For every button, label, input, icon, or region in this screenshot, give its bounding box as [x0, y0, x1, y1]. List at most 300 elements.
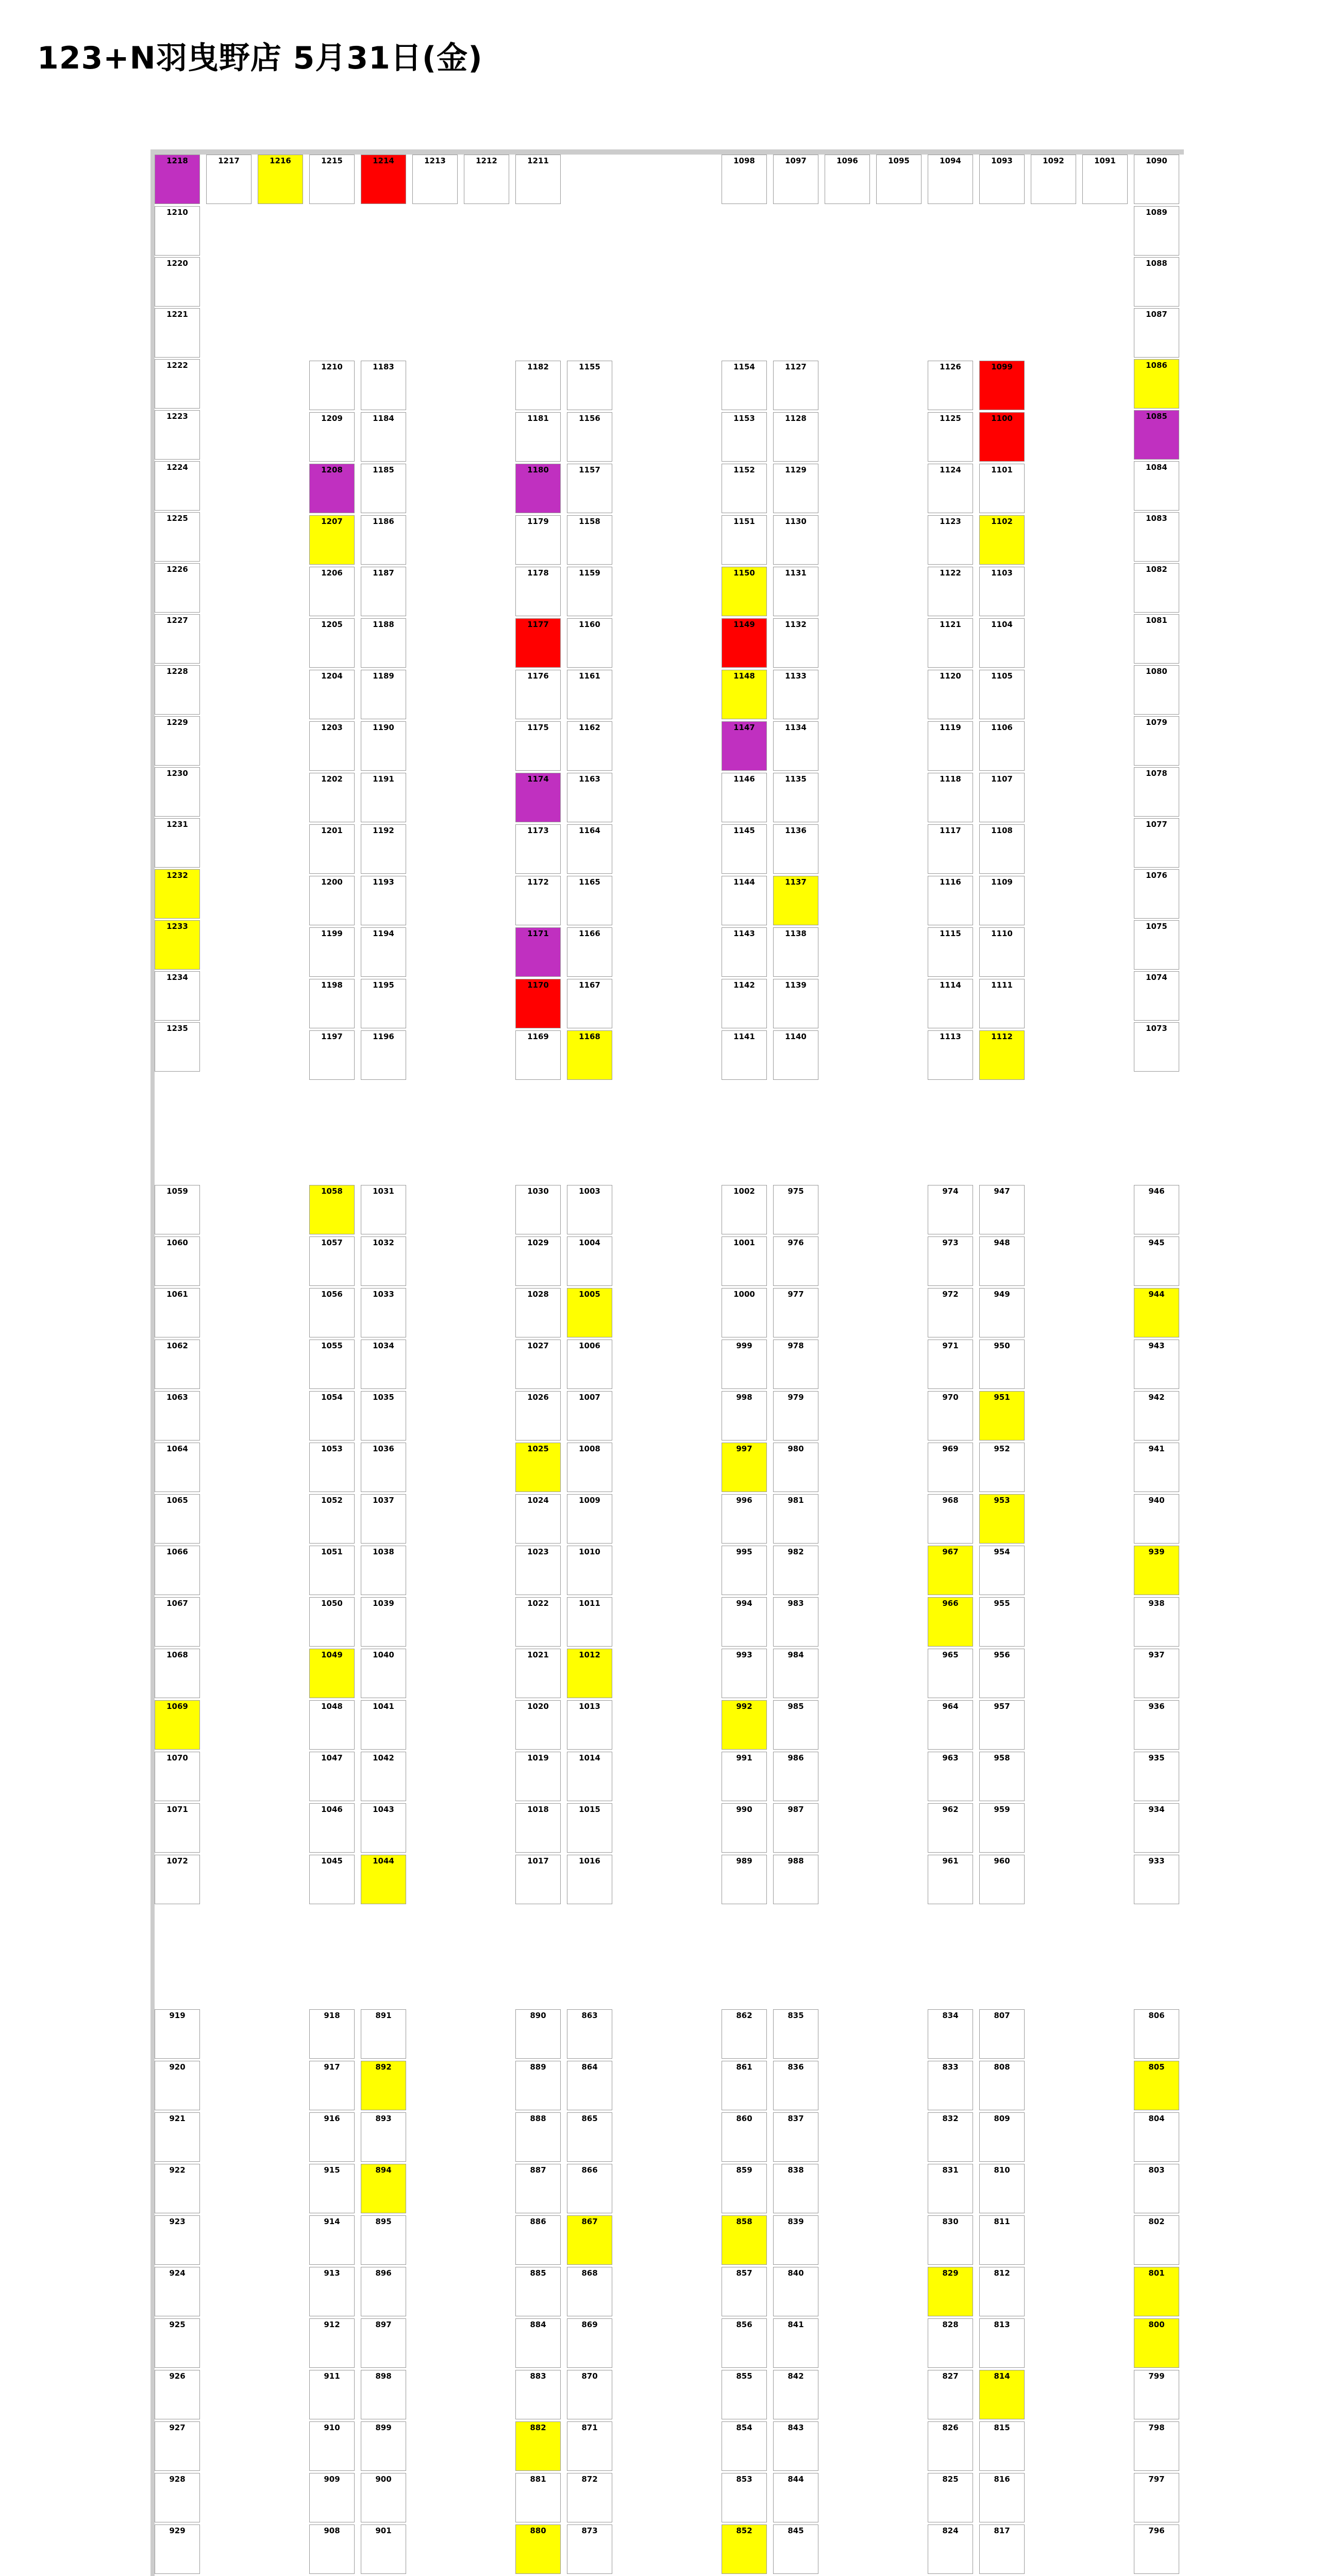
- machine-1186[interactable]: [361, 515, 406, 565]
- machine-951[interactable]: [979, 1391, 1025, 1440]
- machine-960[interactable]: [979, 1855, 1025, 1904]
- machine-1060[interactable]: [155, 1236, 200, 1286]
- machine-1039[interactable]: [361, 1597, 406, 1647]
- machine-938[interactable]: [1134, 1597, 1179, 1647]
- machine-1056[interactable]: [309, 1288, 355, 1337]
- machine-1217[interactable]: [206, 155, 252, 204]
- machine-1013[interactable]: [567, 1700, 612, 1750]
- machine-816[interactable]: [979, 2473, 1025, 2522]
- machine-844[interactable]: [773, 2473, 818, 2522]
- machine-1051[interactable]: [309, 1546, 355, 1595]
- machine-1138[interactable]: [773, 927, 818, 977]
- machine-1172[interactable]: [515, 876, 561, 925]
- machine-926[interactable]: [155, 2370, 200, 2419]
- machine-1029[interactable]: [515, 1236, 561, 1286]
- machine-1184[interactable]: [361, 412, 406, 462]
- machine-1170[interactable]: [515, 979, 561, 1028]
- machine-1221[interactable]: [155, 308, 200, 358]
- machine-1079[interactable]: [1134, 716, 1179, 766]
- machine-1227[interactable]: [155, 614, 200, 664]
- machine-1019[interactable]: [515, 1752, 561, 1801]
- machine-1179[interactable]: [515, 515, 561, 565]
- machine-1067[interactable]: [155, 1597, 200, 1647]
- machine-839[interactable]: [773, 2215, 818, 2265]
- machine-1230[interactable]: [155, 767, 200, 817]
- machine-1215[interactable]: [309, 155, 355, 204]
- machine-1199[interactable]: [309, 927, 355, 977]
- machine-805[interactable]: [1134, 2061, 1179, 2110]
- machine-1108[interactable]: [979, 824, 1025, 874]
- machine-1216[interactable]: [258, 155, 303, 204]
- machine-1040[interactable]: [361, 1649, 406, 1698]
- machine-864[interactable]: [567, 2061, 612, 2110]
- machine-1024[interactable]: [515, 1494, 561, 1544]
- machine-1205[interactable]: [309, 618, 355, 668]
- machine-956[interactable]: [979, 1649, 1025, 1698]
- machine-1094[interactable]: [928, 155, 973, 204]
- machine-1226[interactable]: [155, 563, 200, 613]
- machine-1015[interactable]: [567, 1803, 612, 1853]
- machine-1188[interactable]: [361, 618, 406, 668]
- machine-882[interactable]: [515, 2421, 561, 2471]
- machine-1098[interactable]: [722, 155, 767, 204]
- machine-1074[interactable]: [1134, 971, 1179, 1021]
- machine-845[interactable]: [773, 2524, 818, 2574]
- machine-880[interactable]: [515, 2524, 561, 2574]
- machine-796[interactable]: [1134, 2524, 1179, 2574]
- machine-1096[interactable]: [825, 155, 870, 204]
- machine-929[interactable]: [155, 2524, 200, 2574]
- machine-945[interactable]: [1134, 1236, 1179, 1286]
- machine-817[interactable]: [979, 2524, 1025, 2574]
- machine-1208[interactable]: [309, 464, 355, 513]
- machine-1101[interactable]: [979, 464, 1025, 513]
- machine-1204[interactable]: [309, 670, 355, 719]
- machine-1181[interactable]: [515, 412, 561, 462]
- machine-971[interactable]: [928, 1340, 973, 1389]
- machine-1164[interactable]: [567, 824, 612, 874]
- machine-1147[interactable]: [722, 721, 767, 771]
- machine-1063[interactable]: [155, 1391, 200, 1440]
- machine-1075[interactable]: [1134, 920, 1179, 970]
- machine-1222[interactable]: [155, 359, 200, 409]
- machine-862[interactable]: [722, 2009, 767, 2059]
- machine-800[interactable]: [1134, 2318, 1179, 2368]
- machine-1143[interactable]: [722, 927, 767, 977]
- machine-957[interactable]: [979, 1700, 1025, 1750]
- machine-1028[interactable]: [515, 1288, 561, 1337]
- machine-1195[interactable]: [361, 979, 406, 1028]
- machine-1020[interactable]: [515, 1700, 561, 1750]
- machine-1128[interactable]: [773, 412, 818, 462]
- machine-798[interactable]: [1134, 2421, 1179, 2471]
- machine-1006[interactable]: [567, 1340, 612, 1389]
- machine-837[interactable]: [773, 2112, 818, 2162]
- machine-813[interactable]: [979, 2318, 1025, 2368]
- machine-919[interactable]: [155, 2009, 200, 2059]
- machine-1197[interactable]: [309, 1030, 355, 1080]
- machine-1118[interactable]: [928, 773, 973, 822]
- machine-922[interactable]: [155, 2164, 200, 2213]
- machine-1076[interactable]: [1134, 869, 1179, 919]
- machine-950[interactable]: [979, 1340, 1025, 1389]
- machine-1235[interactable]: [155, 1022, 200, 1072]
- machine-1153[interactable]: [722, 412, 767, 462]
- machine-928[interactable]: [155, 2473, 200, 2522]
- machine-1137[interactable]: [773, 876, 818, 925]
- machine-801[interactable]: [1134, 2267, 1179, 2316]
- machine-1150[interactable]: [722, 567, 767, 616]
- machine-1111[interactable]: [979, 979, 1025, 1028]
- machine-1047[interactable]: [309, 1752, 355, 1801]
- machine-1059[interactable]: [155, 1185, 200, 1234]
- machine-1099[interactable]: [979, 361, 1025, 410]
- machine-1141[interactable]: [722, 1030, 767, 1080]
- machine-1125[interactable]: [928, 412, 973, 462]
- machine-1014[interactable]: [567, 1752, 612, 1801]
- machine-890[interactable]: [515, 2009, 561, 2059]
- machine-977[interactable]: [773, 1288, 818, 1337]
- machine-1088[interactable]: [1134, 257, 1179, 307]
- machine-799[interactable]: [1134, 2370, 1179, 2419]
- machine-1069[interactable]: [155, 1700, 200, 1750]
- machine-1042[interactable]: [361, 1752, 406, 1801]
- machine-986[interactable]: [773, 1752, 818, 1801]
- machine-937[interactable]: [1134, 1649, 1179, 1698]
- machine-968[interactable]: [928, 1494, 973, 1544]
- machine-1228[interactable]: [155, 665, 200, 715]
- machine-990[interactable]: [722, 1803, 767, 1853]
- machine-1175[interactable]: [515, 721, 561, 771]
- machine-894[interactable]: [361, 2164, 406, 2213]
- machine-975[interactable]: [773, 1185, 818, 1234]
- machine-1053[interactable]: [309, 1443, 355, 1492]
- machine-1073[interactable]: [1134, 1022, 1179, 1072]
- machine-833[interactable]: [928, 2061, 973, 2110]
- machine-1084[interactable]: [1134, 461, 1179, 511]
- machine-1165[interactable]: [567, 876, 612, 925]
- machine-1132[interactable]: [773, 618, 818, 668]
- machine-966[interactable]: [928, 1597, 973, 1647]
- machine-1196[interactable]: [361, 1030, 406, 1080]
- machine-1201[interactable]: [309, 824, 355, 874]
- machine-895[interactable]: [361, 2215, 406, 2265]
- machine-953[interactable]: [979, 1494, 1025, 1544]
- machine-1095[interactable]: [876, 155, 922, 204]
- machine-1182[interactable]: [515, 361, 561, 410]
- machine-824[interactable]: [928, 2524, 973, 2574]
- machine-912[interactable]: [309, 2318, 355, 2368]
- machine-1135[interactable]: [773, 773, 818, 822]
- machine-1161[interactable]: [567, 670, 612, 719]
- machine-1158[interactable]: [567, 515, 612, 565]
- machine-993[interactable]: [722, 1649, 767, 1698]
- machine-873[interactable]: [567, 2524, 612, 2574]
- machine-1081[interactable]: [1134, 614, 1179, 664]
- machine-1166[interactable]: [567, 927, 612, 977]
- machine-1152[interactable]: [722, 464, 767, 513]
- machine-967[interactable]: [928, 1546, 973, 1595]
- machine-900[interactable]: [361, 2473, 406, 2522]
- machine-925[interactable]: [155, 2318, 200, 2368]
- machine-1103[interactable]: [979, 567, 1025, 616]
- machine-1030[interactable]: [515, 1185, 561, 1234]
- machine-958[interactable]: [979, 1752, 1025, 1801]
- machine-974[interactable]: [928, 1185, 973, 1234]
- machine-1062[interactable]: [155, 1340, 200, 1389]
- machine-1066[interactable]: [155, 1546, 200, 1595]
- machine-1214[interactable]: [361, 155, 406, 204]
- machine-1031[interactable]: [361, 1185, 406, 1234]
- machine-1080[interactable]: [1134, 665, 1179, 715]
- machine-804[interactable]: [1134, 2112, 1179, 2162]
- machine-866[interactable]: [567, 2164, 612, 2213]
- machine-1116[interactable]: [928, 876, 973, 925]
- machine-1057[interactable]: [309, 1236, 355, 1286]
- machine-885[interactable]: [515, 2267, 561, 2316]
- machine-1134[interactable]: [773, 721, 818, 771]
- machine-927[interactable]: [155, 2421, 200, 2471]
- machine-1123[interactable]: [928, 515, 973, 565]
- machine-867[interactable]: [567, 2215, 612, 2265]
- machine-843[interactable]: [773, 2421, 818, 2471]
- machine-936[interactable]: [1134, 1700, 1179, 1750]
- machine-1133[interactable]: [773, 670, 818, 719]
- machine-832[interactable]: [928, 2112, 973, 2162]
- machine-973[interactable]: [928, 1236, 973, 1286]
- machine-825[interactable]: [928, 2473, 973, 2522]
- machine-856[interactable]: [722, 2318, 767, 2368]
- machine-853[interactable]: [722, 2473, 767, 2522]
- machine-1117[interactable]: [928, 824, 973, 874]
- machine-1156[interactable]: [567, 412, 612, 462]
- machine-1085[interactable]: [1134, 410, 1179, 460]
- machine-1007[interactable]: [567, 1391, 612, 1440]
- machine-1070[interactable]: [155, 1752, 200, 1801]
- machine-911[interactable]: [309, 2370, 355, 2419]
- machine-1119[interactable]: [928, 721, 973, 771]
- machine-1148[interactable]: [722, 670, 767, 719]
- machine-1045[interactable]: [309, 1855, 355, 1904]
- machine-1086[interactable]: [1134, 359, 1179, 409]
- machine-835[interactable]: [773, 2009, 818, 2059]
- machine-901[interactable]: [361, 2524, 406, 2574]
- machine-1192[interactable]: [361, 824, 406, 874]
- machine-857[interactable]: [722, 2267, 767, 2316]
- machine-917[interactable]: [309, 2061, 355, 2110]
- machine-1097[interactable]: [773, 155, 818, 204]
- machine-1157[interactable]: [567, 464, 612, 513]
- machine-1036[interactable]: [361, 1443, 406, 1492]
- machine-1131[interactable]: [773, 567, 818, 616]
- machine-1115[interactable]: [928, 927, 973, 977]
- machine-965[interactable]: [928, 1649, 973, 1698]
- machine-1185[interactable]: [361, 464, 406, 513]
- machine-814[interactable]: [979, 2370, 1025, 2419]
- machine-884[interactable]: [515, 2318, 561, 2368]
- machine-1220[interactable]: [155, 257, 200, 307]
- machine-1187[interactable]: [361, 567, 406, 616]
- machine-1210[interactable]: [309, 361, 355, 410]
- machine-1087[interactable]: [1134, 308, 1179, 358]
- machine-918[interactable]: [309, 2009, 355, 2059]
- machine-1122[interactable]: [928, 567, 973, 616]
- machine-1083[interactable]: [1134, 512, 1179, 562]
- machine-1021[interactable]: [515, 1649, 561, 1698]
- machine-1213[interactable]: [412, 155, 458, 204]
- machine-924[interactable]: [155, 2267, 200, 2316]
- machine-826[interactable]: [928, 2421, 973, 2471]
- machine-869[interactable]: [567, 2318, 612, 2368]
- machine-920[interactable]: [155, 2061, 200, 2110]
- machine-978[interactable]: [773, 1340, 818, 1389]
- machine-984[interactable]: [773, 1649, 818, 1698]
- machine-1027[interactable]: [515, 1340, 561, 1389]
- machine-1065[interactable]: [155, 1494, 200, 1544]
- machine-1120[interactable]: [928, 670, 973, 719]
- machine-1104[interactable]: [979, 618, 1025, 668]
- machine-941[interactable]: [1134, 1443, 1179, 1492]
- machine-1100[interactable]: [979, 412, 1025, 462]
- machine-1231[interactable]: [155, 818, 200, 868]
- machine-983[interactable]: [773, 1597, 818, 1647]
- machine-1109[interactable]: [979, 876, 1025, 925]
- machine-1010[interactable]: [567, 1546, 612, 1595]
- machine-1159[interactable]: [567, 567, 612, 616]
- machine-1176[interactable]: [515, 670, 561, 719]
- machine-838[interactable]: [773, 2164, 818, 2213]
- machine-991[interactable]: [722, 1752, 767, 1801]
- machine-1178[interactable]: [515, 567, 561, 616]
- machine-1225[interactable]: [155, 512, 200, 562]
- machine-1012[interactable]: [567, 1649, 612, 1698]
- machine-933[interactable]: [1134, 1855, 1179, 1904]
- machine-1055[interactable]: [309, 1340, 355, 1389]
- machine-1168[interactable]: [567, 1030, 612, 1080]
- machine-1190[interactable]: [361, 721, 406, 771]
- machine-881[interactable]: [515, 2473, 561, 2522]
- machine-1064[interactable]: [155, 1443, 200, 1492]
- machine-1092[interactable]: [1031, 155, 1076, 204]
- machine-1058[interactable]: [309, 1185, 355, 1234]
- machine-1151[interactable]: [722, 515, 767, 565]
- machine-897[interactable]: [361, 2318, 406, 2368]
- machine-985[interactable]: [773, 1700, 818, 1750]
- machine-1171[interactable]: [515, 927, 561, 977]
- machine-921[interactable]: [155, 2112, 200, 2162]
- machine-896[interactable]: [361, 2267, 406, 2316]
- machine-808[interactable]: [979, 2061, 1025, 2110]
- machine-1114[interactable]: [928, 979, 973, 1028]
- machine-828[interactable]: [928, 2318, 973, 2368]
- machine-1144[interactable]: [722, 876, 767, 925]
- machine-1183[interactable]: [361, 361, 406, 410]
- machine-916[interactable]: [309, 2112, 355, 2162]
- machine-1149[interactable]: [722, 618, 767, 668]
- machine-1112[interactable]: [979, 1030, 1025, 1080]
- machine-1093[interactable]: [979, 155, 1025, 204]
- machine-1142[interactable]: [722, 979, 767, 1028]
- machine-1173[interactable]: [515, 824, 561, 874]
- machine-1048[interactable]: [309, 1700, 355, 1750]
- machine-872[interactable]: [567, 2473, 612, 2522]
- machine-1211[interactable]: [515, 155, 561, 204]
- machine-1232[interactable]: [155, 869, 200, 919]
- machine-1025[interactable]: [515, 1443, 561, 1492]
- machine-994[interactable]: [722, 1597, 767, 1647]
- machine-1035[interactable]: [361, 1391, 406, 1440]
- machine-1203[interactable]: [309, 721, 355, 771]
- machine-827[interactable]: [928, 2370, 973, 2419]
- machine-1046[interactable]: [309, 1803, 355, 1853]
- machine-1089[interactable]: [1134, 206, 1179, 256]
- machine-811[interactable]: [979, 2215, 1025, 2265]
- machine-1011[interactable]: [567, 1597, 612, 1647]
- machine-1174[interactable]: [515, 773, 561, 822]
- machine-1050[interactable]: [309, 1597, 355, 1647]
- machine-1155[interactable]: [567, 361, 612, 410]
- machine-996[interactable]: [722, 1494, 767, 1544]
- machine-995[interactable]: [722, 1546, 767, 1595]
- machine-888[interactable]: [515, 2112, 561, 2162]
- machine-1110[interactable]: [979, 927, 1025, 977]
- machine-1106[interactable]: [979, 721, 1025, 771]
- machine-1107[interactable]: [979, 773, 1025, 822]
- machine-1169[interactable]: [515, 1030, 561, 1080]
- machine-1034[interactable]: [361, 1340, 406, 1389]
- machine-807[interactable]: [979, 2009, 1025, 2059]
- machine-1136[interactable]: [773, 824, 818, 874]
- machine-914[interactable]: [309, 2215, 355, 2265]
- machine-1016[interactable]: [567, 1855, 612, 1904]
- machine-1130[interactable]: [773, 515, 818, 565]
- machine-1004[interactable]: [567, 1236, 612, 1286]
- machine-836[interactable]: [773, 2061, 818, 2110]
- machine-1191[interactable]: [361, 773, 406, 822]
- machine-840[interactable]: [773, 2267, 818, 2316]
- machine-980[interactable]: [773, 1443, 818, 1492]
- machine-859[interactable]: [722, 2164, 767, 2213]
- machine-934[interactable]: [1134, 1803, 1179, 1853]
- machine-1146[interactable]: [722, 773, 767, 822]
- machine-955[interactable]: [979, 1597, 1025, 1647]
- machine-1167[interactable]: [567, 979, 612, 1028]
- machine-886[interactable]: [515, 2215, 561, 2265]
- machine-964[interactable]: [928, 1700, 973, 1750]
- machine-908[interactable]: [309, 2524, 355, 2574]
- machine-979[interactable]: [773, 1391, 818, 1440]
- machine-1234[interactable]: [155, 971, 200, 1021]
- machine-1008[interactable]: [567, 1443, 612, 1492]
- machine-809[interactable]: [979, 2112, 1025, 2162]
- machine-802[interactable]: [1134, 2215, 1179, 2265]
- machine-870[interactable]: [567, 2370, 612, 2419]
- machine-1043[interactable]: [361, 1803, 406, 1853]
- machine-1037[interactable]: [361, 1494, 406, 1544]
- machine-1200[interactable]: [309, 876, 355, 925]
- machine-868[interactable]: [567, 2267, 612, 2316]
- machine-830[interactable]: [928, 2215, 973, 2265]
- machine-1202[interactable]: [309, 773, 355, 822]
- machine-860[interactable]: [722, 2112, 767, 2162]
- machine-1017[interactable]: [515, 1855, 561, 1904]
- machine-976[interactable]: [773, 1236, 818, 1286]
- machine-992[interactable]: [722, 1700, 767, 1750]
- machine-1000[interactable]: [722, 1288, 767, 1337]
- machine-913[interactable]: [309, 2267, 355, 2316]
- machine-1082[interactable]: [1134, 563, 1179, 613]
- machine-1005[interactable]: [567, 1288, 612, 1337]
